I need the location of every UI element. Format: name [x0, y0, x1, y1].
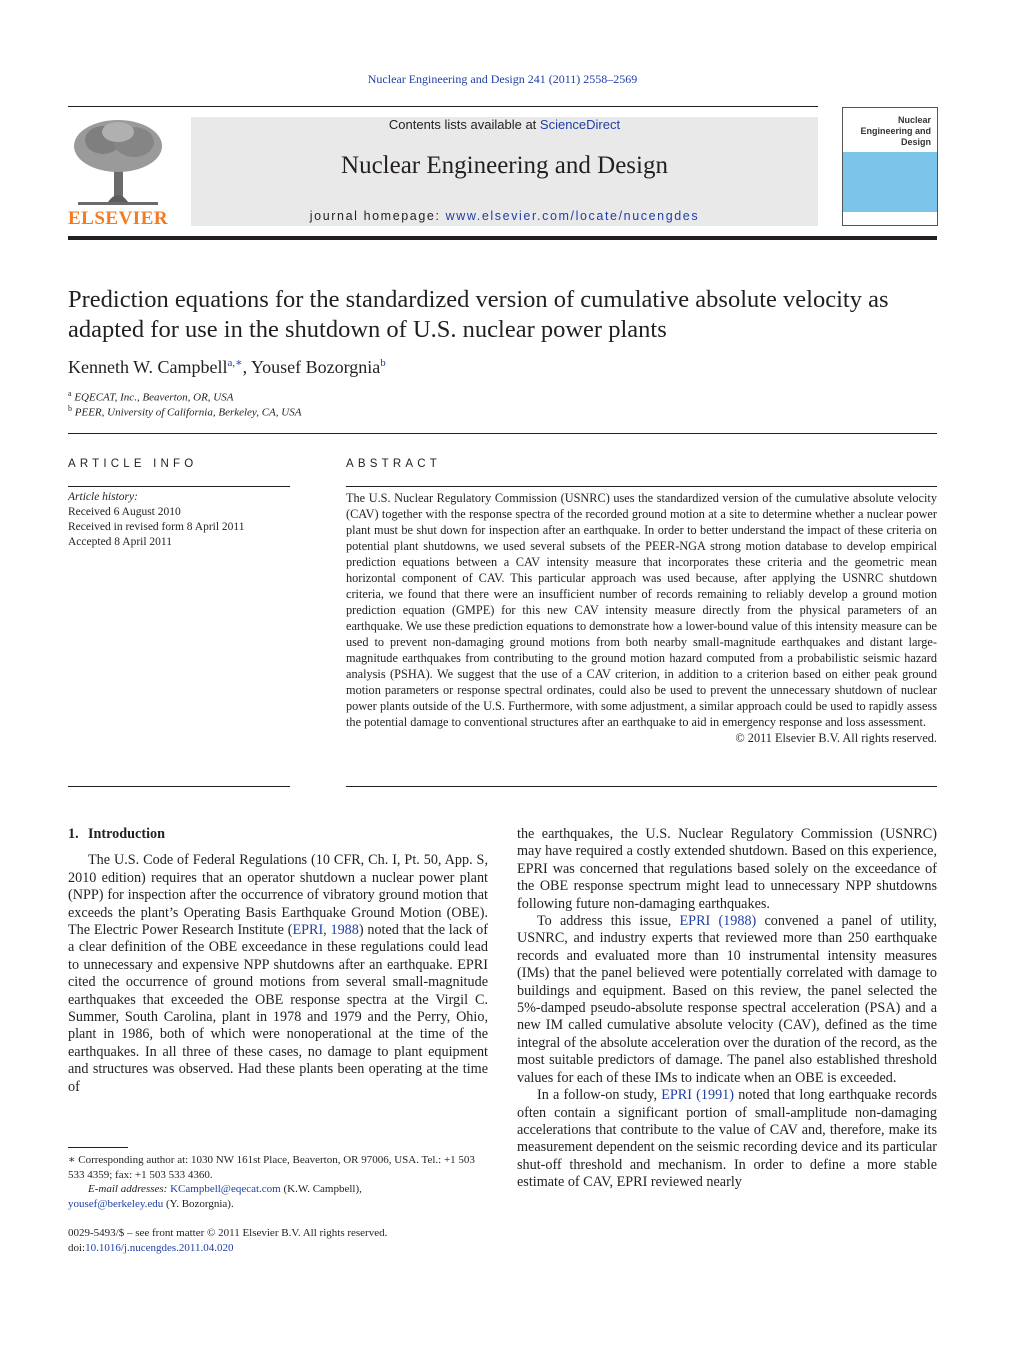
- cover-header: [843, 108, 937, 152]
- elsevier-logo: [68, 118, 168, 230]
- author-separator: ,: [242, 357, 251, 377]
- author-name: Kenneth W. Campbell: [68, 357, 228, 377]
- email-owner: (Y. Bozorgnia).: [163, 1197, 234, 1210]
- copyright-line: © 2011 Elsevier B.V. All rights reserved.: [735, 731, 937, 745]
- paragraph-text: To address this issue,: [537, 913, 680, 930]
- body-column-right: [517, 826, 937, 1192]
- paragraph: [517, 913, 937, 1087]
- footnote-rule: [68, 1147, 128, 1148]
- doi-link[interactable]: 10.1016/j.nucengdes.2011.04.020: [85, 1242, 234, 1254]
- email-line: [68, 1182, 488, 1197]
- issn-block: [68, 1226, 488, 1256]
- affiliation-text: EQECAT, Inc., Beaverton, OR, USA: [74, 391, 234, 404]
- author-name: Yousef Bozorgnia: [250, 357, 381, 377]
- journal-citation[interactable]: Nuclear Engineering and Design 241 (2011) 2558–2569: [367, 72, 638, 86]
- affiliation-mark: b: [68, 404, 72, 413]
- sciencedirect-link[interactable]: ScienceDirect: [539, 117, 621, 132]
- author-affiliation-marks[interactable]: b: [380, 357, 386, 369]
- abstract-heading: ABSTRACT: [346, 458, 441, 470]
- cover-footer: [843, 212, 937, 225]
- abstract-rule-bottom: [346, 786, 937, 787]
- article-info-rule-top: [68, 486, 290, 487]
- paragraph-text: The U.S. Code of Federal Regulations (10 CFR, Ch. I, Pt. 50, App. S, 2010 edition) requires that an operator shutdown a nuclear power plant (NPP) for inspection after the occurrence of vibratory ground motion that exceeds the plant’s Operating Basis Earthquake Ground Motion (OBE). The Electric Power Research Institute (: [68, 852, 488, 939]
- revised-date: Received in revised form 8 April 2011: [68, 521, 245, 533]
- elsevier-wordmark: ELSEVIER: [68, 208, 169, 229]
- cover-title: Nuclear Engineering and Design: [860, 115, 931, 147]
- affiliation-b: [68, 404, 301, 419]
- email-link[interactable]: yousef@berkeley.edu: [68, 1197, 164, 1210]
- paragraph-text: noted that long earthquake records often contain a significant portion of small-amplitude non-damaging accelerations that contribute to the value of CAV and, therefore, make its measurement dependent on the seismic recording device and its particular shut-off threshold and mechanism. In order to define a more stable estimate of CAV, EPRI reviewed nearly: [517, 1087, 937, 1191]
- affiliation-mark: a: [68, 389, 72, 398]
- homepage-prefix: journal homepage:: [309, 209, 446, 223]
- contents-prefix: Contents lists available at: [388, 117, 540, 132]
- header-rule-top: [68, 106, 818, 107]
- article-title: Prediction equations for the standardized version of cumulative absolute velocity as adapted for use in the shutdown of U.S. nuclear power plants: [68, 286, 889, 343]
- paragraph-text: convened a panel of utility, USNRC, and industry experts that reviewed more than 250 earthquake records and evaluated more than 10 instrumental intensity measures (IMs) that the panel believed were potentially correlated with damage to buildings and equipment. Based on this review, the panel selected the 5%-damped pseudo-absolute response spectral acceleration (PSA) and a new IM called cumulative absolute velocity (CAV), defined as the time integral of the absolute acceleration over the duration of the record, as the most suitable predictors of damage. The panel also established threshold values for each of these IMs to indicate when an OBE is exceeded.: [517, 913, 937, 1086]
- affiliation-a: [68, 389, 233, 404]
- received-date: Received 6 August 2010: [68, 506, 181, 518]
- email-line: [68, 1197, 488, 1212]
- paragraph: [68, 852, 488, 1096]
- reference-link[interactable]: EPRI (1991): [661, 1087, 734, 1104]
- author-list: [68, 356, 386, 378]
- affiliation-text: PEER, University of California, Berkeley, CA, USA: [74, 406, 302, 419]
- article-info-rule-bottom: [68, 786, 290, 787]
- paragraph: the earthquakes, the U.S. Nuclear Regulatory Commission (USNRC) may have required a costly extended shutdown. Based on this experience, EPRI was concerned that regulations based solely on the exceedance of the OBE response spectrum might lead to unnecessary NPP shutdowns following future non-damaging earthquakes.: [517, 826, 937, 912]
- accepted-date: Accepted 8 April 2011: [68, 536, 173, 548]
- abstract-body: [346, 490, 937, 746]
- header-rule-thick: [68, 236, 937, 240]
- journal-cover-thumbnail: [842, 107, 938, 226]
- author-affiliation-marks[interactable]: a,∗: [227, 357, 243, 369]
- elsevier-tree-icon: [68, 118, 168, 210]
- paragraph-text: ) noted that the lack of a clear definition of the OBE exceedance in these regulations could lead to unnecessary and expensive NPP shutdowns after an earthquake. EPRI cited the occurrence of ground motions from several small-magnitude earthquakes that exceeded the OBE response spectra at the Virgil C. Summer, South Carolina, plant in 1978 and 1979 and the Perry, Ohio, plant in 1986, both of which were nonoperational at the time of the earthquakes. In all three of these cases, no damage to plant equipment and structures was observed. Had these plants been operating at the time of: [68, 922, 488, 1095]
- doi-label: doi:: [68, 1242, 86, 1254]
- article-info-heading: ARTICLE INFO: [68, 458, 198, 470]
- journal-title: Nuclear Engineering and Design: [341, 152, 668, 179]
- homepage-link[interactable]: www.elsevier.com/locate/nucengdes: [445, 209, 700, 223]
- section-title: Introduction: [88, 826, 165, 842]
- doi-line: [68, 1241, 488, 1256]
- cover-image: [843, 152, 937, 212]
- contents-available: [191, 117, 818, 132]
- paragraph: [517, 1087, 937, 1191]
- footnote: [68, 1153, 488, 1211]
- email-owner: (K.W. Campbell),: [280, 1183, 362, 1196]
- section-heading: [68, 826, 488, 843]
- reference-link[interactable]: EPRI, 1988: [292, 922, 359, 939]
- journal-homepage: [191, 209, 818, 223]
- abstract-rule-top: [346, 486, 937, 487]
- body-column-left: [68, 826, 488, 1096]
- corresponding-author-note: ∗ Corresponding author at: 1030 NW 161st Place, Beaverton, OR 97006, USA. Tel.: +1 503 533 4359; fax: +1 503 533 4360.: [68, 1154, 475, 1181]
- section-rule: [68, 433, 937, 434]
- article-history: [68, 490, 290, 550]
- section-number: 1.: [68, 826, 79, 842]
- history-label: Article history:: [68, 491, 138, 503]
- abstract-text: The U.S. Nuclear Regulatory Commission (USNRC) uses the standardized version of the cumulative absolute velocity (CAV) together with the response spectra of the recorded ground motion at a site to determine whether a nuclear power plant must be shut down for inspection after an earthquake. In order to better understand the impact of these criteria on potential plant shutdowns, we used several subsets of the PEER-NGA strong motion database to develop empirical prediction equations between a CAV intensity measure that incorporates these criteria and the geometric mean horizontal component of CAV. This particular approach was used because, after applying the USNRC shutdown criteria, we found that there were an insufficient number of records remaining to reliably develop a ground motion prediction equation (GMPE) for this new CAV intensity measure directly from the physical parameters of an earthquake. We use these prediction equations to demonstrate how a lower-bound value of this intensity measure can be used to prevent non-damaging ground motions from both nearby small-magnitude earthquakes and distant large-magnitude earthquakes from contributing to the ground motion hazard computed from a probabilistic seismic hazard analysis (PSHA). We suggest that the use of a CAV criterion, in addition to a criterion based on either peak ground motion parameters or response spectral ordinates, could also be used to prevent the unnecessary shutdown of nuclear power plants outside of the U.S. Furthermore, with some adjustment, a similar approach could be used to rapidly assess the potential damage to conventional structures after an earthquake to aid in emergency response and loss assessment.: [346, 491, 937, 729]
- reference-link[interactable]: EPRI (1988): [679, 913, 757, 930]
- email-link[interactable]: KCampbell@eqecat.com: [170, 1183, 281, 1196]
- paragraph-text: In a follow-on study,: [537, 1087, 662, 1104]
- issn-line: 0029-5493/$ – see front matter © 2011 Elsevier B.V. All rights reserved.: [68, 1227, 388, 1239]
- email-label: E-mail addresses:: [88, 1183, 171, 1196]
